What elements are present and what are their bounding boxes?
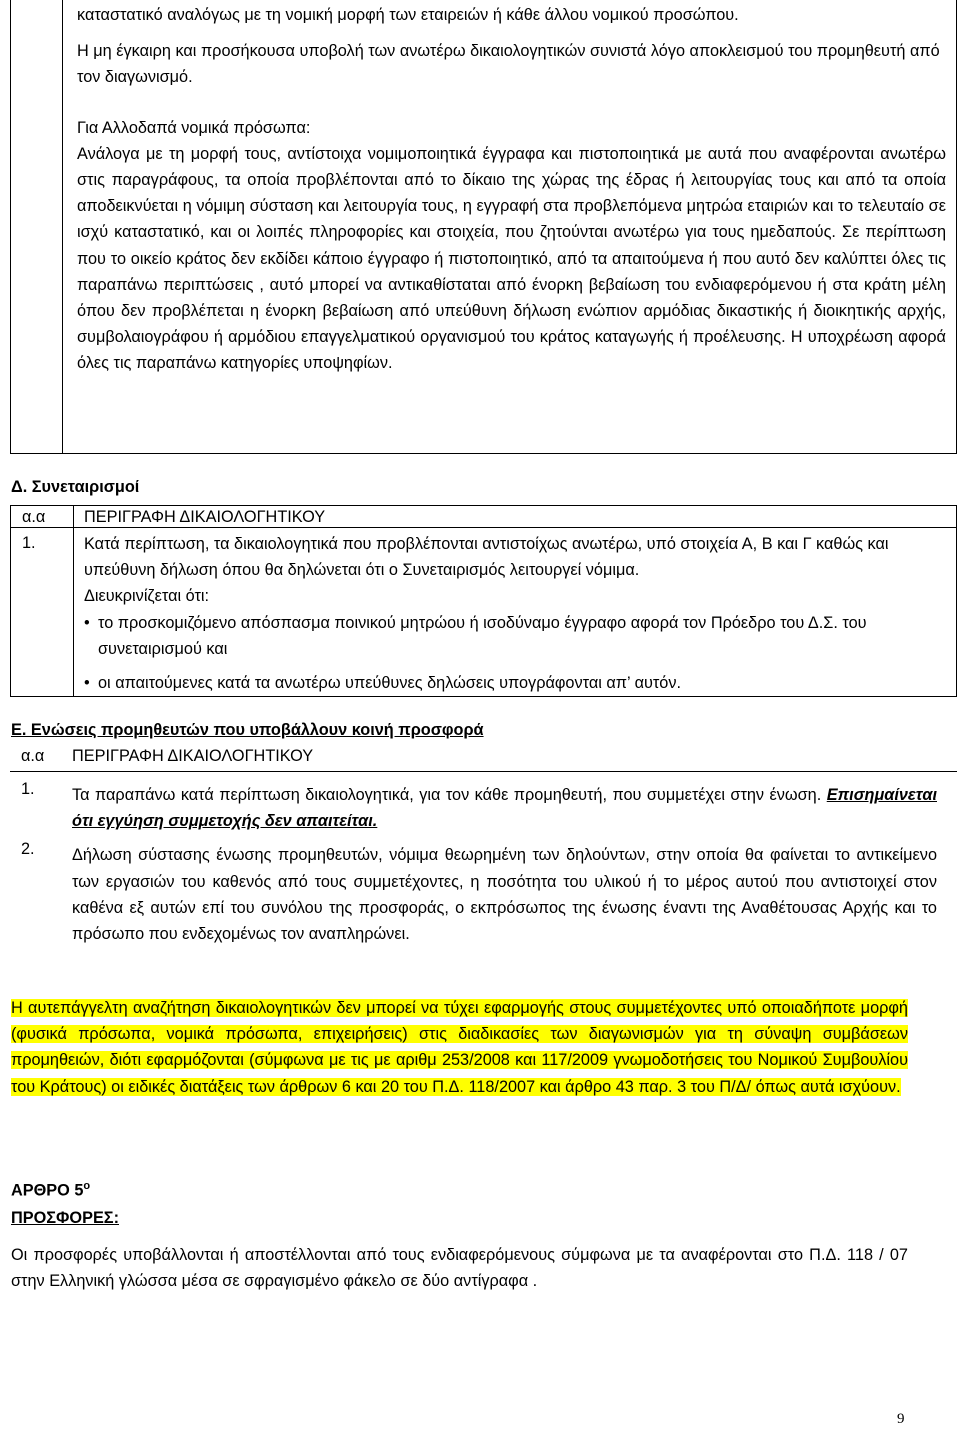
bullet-dot: •: [84, 613, 90, 632]
top-para2: Η μη έγκαιρη και προσήκουσα υποβολή των ανωτέρω δικαιολογητικών συνιστά λόγο αποκλεισμού του προμηθευτή από τον διαγωνισμό.: [77, 42, 940, 87]
bullet1-text: το προσκομιζόμενο απόσπασμα ποινικού μητρώου ή ισοδύναμο έγγραφο αφορά τον Πρόεδρο του Δ.Σ. του συνεταιρισμού και: [98, 613, 867, 658]
section-d-table: [10, 505, 957, 697]
article-body: Οι προσφορές υποβάλλονται ή αποστέλλονται από τους ενδιαφερόμενους σύμφωνα με τα αναφέρονται στο Π.Δ. 118 / 07 στην Ελληνική γλώσσα μέσα σε σφραγισμένο φάκελο σε δύο αντίγραφα .: [11, 1246, 908, 1291]
bullet2-text: οι απαιτούμενες κατά τα ανωτέρω υπεύθυνες δηλώσεις υπογράφονται απ’ αυτόν.: [98, 674, 682, 693]
section-e-header-row: [10, 745, 957, 772]
top-table: [10, 0, 957, 454]
highlight-note: [11, 995, 908, 1100]
top-line1: καταστατικό αναλόγως με τη νομική μορφή των εταιρειών ή κάθε άλλου νομικού προσώπου.: [77, 6, 739, 24]
section-e-row2-num: 2.: [21, 840, 35, 859]
section-e-row1-text: Τα παραπάνω κατά περίπτωση δικαιολογητικά, για τον κάθε προμηθευτή, που συμμετέχει στην ένωση.: [72, 786, 822, 804]
foreign-heading: Για Αλλοδαπά νομικά πρόσωπα:: [77, 118, 311, 137]
section-e-col1-header: α.α: [21, 747, 45, 765]
section-d-bullet2: [84, 670, 946, 696]
section-e-row2: [10, 834, 957, 947]
section-e-row1-content: [62, 782, 937, 834]
article-title: ΑΡΘΡΟ $5^o$: [11, 1180, 91, 1200]
section-e-row1-num: 1.: [21, 780, 35, 798]
article-title-sup: ο: [83, 1180, 91, 1192]
section-d-col1-header: α.α: [11, 506, 74, 528]
section-e-table: [10, 745, 957, 947]
foreign-paragraph: [77, 141, 946, 377]
section-e-row2-text: Δήλωση σύστασης ένωσης προμηθευτών, νόμιμα θεωρημένη των δηλούντων, στην οποία θα φαίνεται το αντικείμενο των εργασιών του καθενός από τους συμμετέχοντες, η ποσότητα του υλικού ή το μέρος αυτού που αντιστοιχεί στον καθένα εξ αυτών επί του συνόλου της προσφοράς, ο εκπρόσωπος της ένωσης έναντι της Αναθέτουσας Αρχής και το πρόσωπο που ενδεχομένως τον αναπληρώνει.: [72, 846, 937, 944]
section-d-row1-num: 1.: [11, 528, 74, 697]
section-e-row1-emphasis: Επισημαίνεται ότι εγγύηση συμμετοχής δεν απαιτείται.: [72, 786, 937, 831]
section-d-row1-content: [74, 528, 957, 697]
section-d-col2-header: ΠΕΡΙΓΡΑΦΗ ΔΙΚΑΙΟΛΟΓΗΤΙΚΟΥ: [74, 506, 957, 528]
highlight-note-text: Η αυτεπάγγελτη αναζήτηση δικαιολογητικών δεν μπορεί να τύχει εφαρμογής στους συμμετέχοντες υπό οποιαδήποτε μορφή (φυσικά πρόσωπα, νομικά πρόσωπα, επιχειρήσεις) στις διαδικασίες των διαγωνισμών για τη σύναψη συμβάσεων προμηθειών, διότι εφαρμόζονται (σύμφωνα με τις με αριθμ 253/2008 και 117/2009 γνωμοδοτήσεις του Νομικού Συμβουλίου του Κράτους) οι ειδικές διατάξεις των άρθρων 6 και 20 του Π.Δ. 118/2007 και άρθρο 43 παρ. 3 του Π/Δ/ όπως αυτά ισχύουν.: [11, 999, 908, 1096]
top-table-num-cell: [11, 0, 63, 454]
top-table-content-cell: [63, 0, 957, 454]
bullet-dot: •: [84, 674, 90, 693]
section-e-col2-header: ΠΕΡΙΓΡΑΦΗ ΔΙΚΑΙΟΛΟΓΗΤΙΚΟΥ: [72, 747, 314, 765]
page-number: 9: [897, 1411, 905, 1427]
article-subtitle: ΠΡΟΣΦΟΡΕΣ:: [11, 1209, 119, 1227]
foreign-para-b: Σε περίπτωση που το οικείο κράτος δεν εκδίδει κάποιο έγγραφο ή πιστοποιητικό, από τα απαιτούμενα ή που αυτό δεν καλύπτει όλες τις παραπάνω περιπτώσεις , αυτό μπορεί να αντικαθίσταται από ένορκη βεβαίωση του ενδιαφερόμενου ή στα κράτη μέλη όπου δεν προβλέπεται η ένορκη βεβαίωση από υπεύθυνη δήλωση ενώπιον αρμόδιας δικαστικής ή διοικητικής αρχής, συμβολαιογράφου ή αρμόδιου επαγγελματικού οργανισμού του κράτος καταγωγής ή προέλευσης.: [77, 223, 947, 347]
section-d-bullet1: [84, 610, 946, 662]
section-e-title: Ε. Ενώσεις προμηθευτών που υποβάλλουν κοινή προσφορά: [11, 721, 484, 739]
section-e-row1: [10, 772, 957, 834]
section-d-row1-text: Κατά περίπτωση, τα δικαιολογητικά που προβλέπονται αντιστοίχως ανωτέρω, υπό στοιχεία Α, Β και Γ καθώς και υπεύθυνη δήλωση όπου θα δηλώνεται ότι ο Συνεταιρισμός λειτουργεί νόμιμα.: [84, 535, 889, 580]
foreign-para-c: Η υποχρέωση αφορά όλες τις παραπάνω κατηγορίες υποψηφίων.: [77, 328, 946, 373]
section-d-title: Δ. Συνεταιρισμοί: [11, 478, 140, 496]
foreign-para-a: Ανάλογα με τη μορφή τους, αντίστοιχα νομιμοποιητικά έγγραφα και πιστοποιητικά με αυτά που αναφέρονται ανωτέρω στις παραγράφους, τα οποία προβλέπονται από το δίκαιο της χώρας της έδρας ή λειτουργίας τους και από τα οποία αποδεικνύεται η νόμιμη σύσταση και λειτουργία τους, η εγγραφή στα προβλεπόμενα μητρώα εταιριών και το τελευταίο σε ισχύ καταστατικό, και οι λοιπές πληροφορίες και στοιχεία, που ζητούνται ανωτέρω για τους ημεδαπούς.: [77, 144, 946, 242]
section-d-clarify: Διευκρινίζεται ότι:: [84, 587, 210, 606]
